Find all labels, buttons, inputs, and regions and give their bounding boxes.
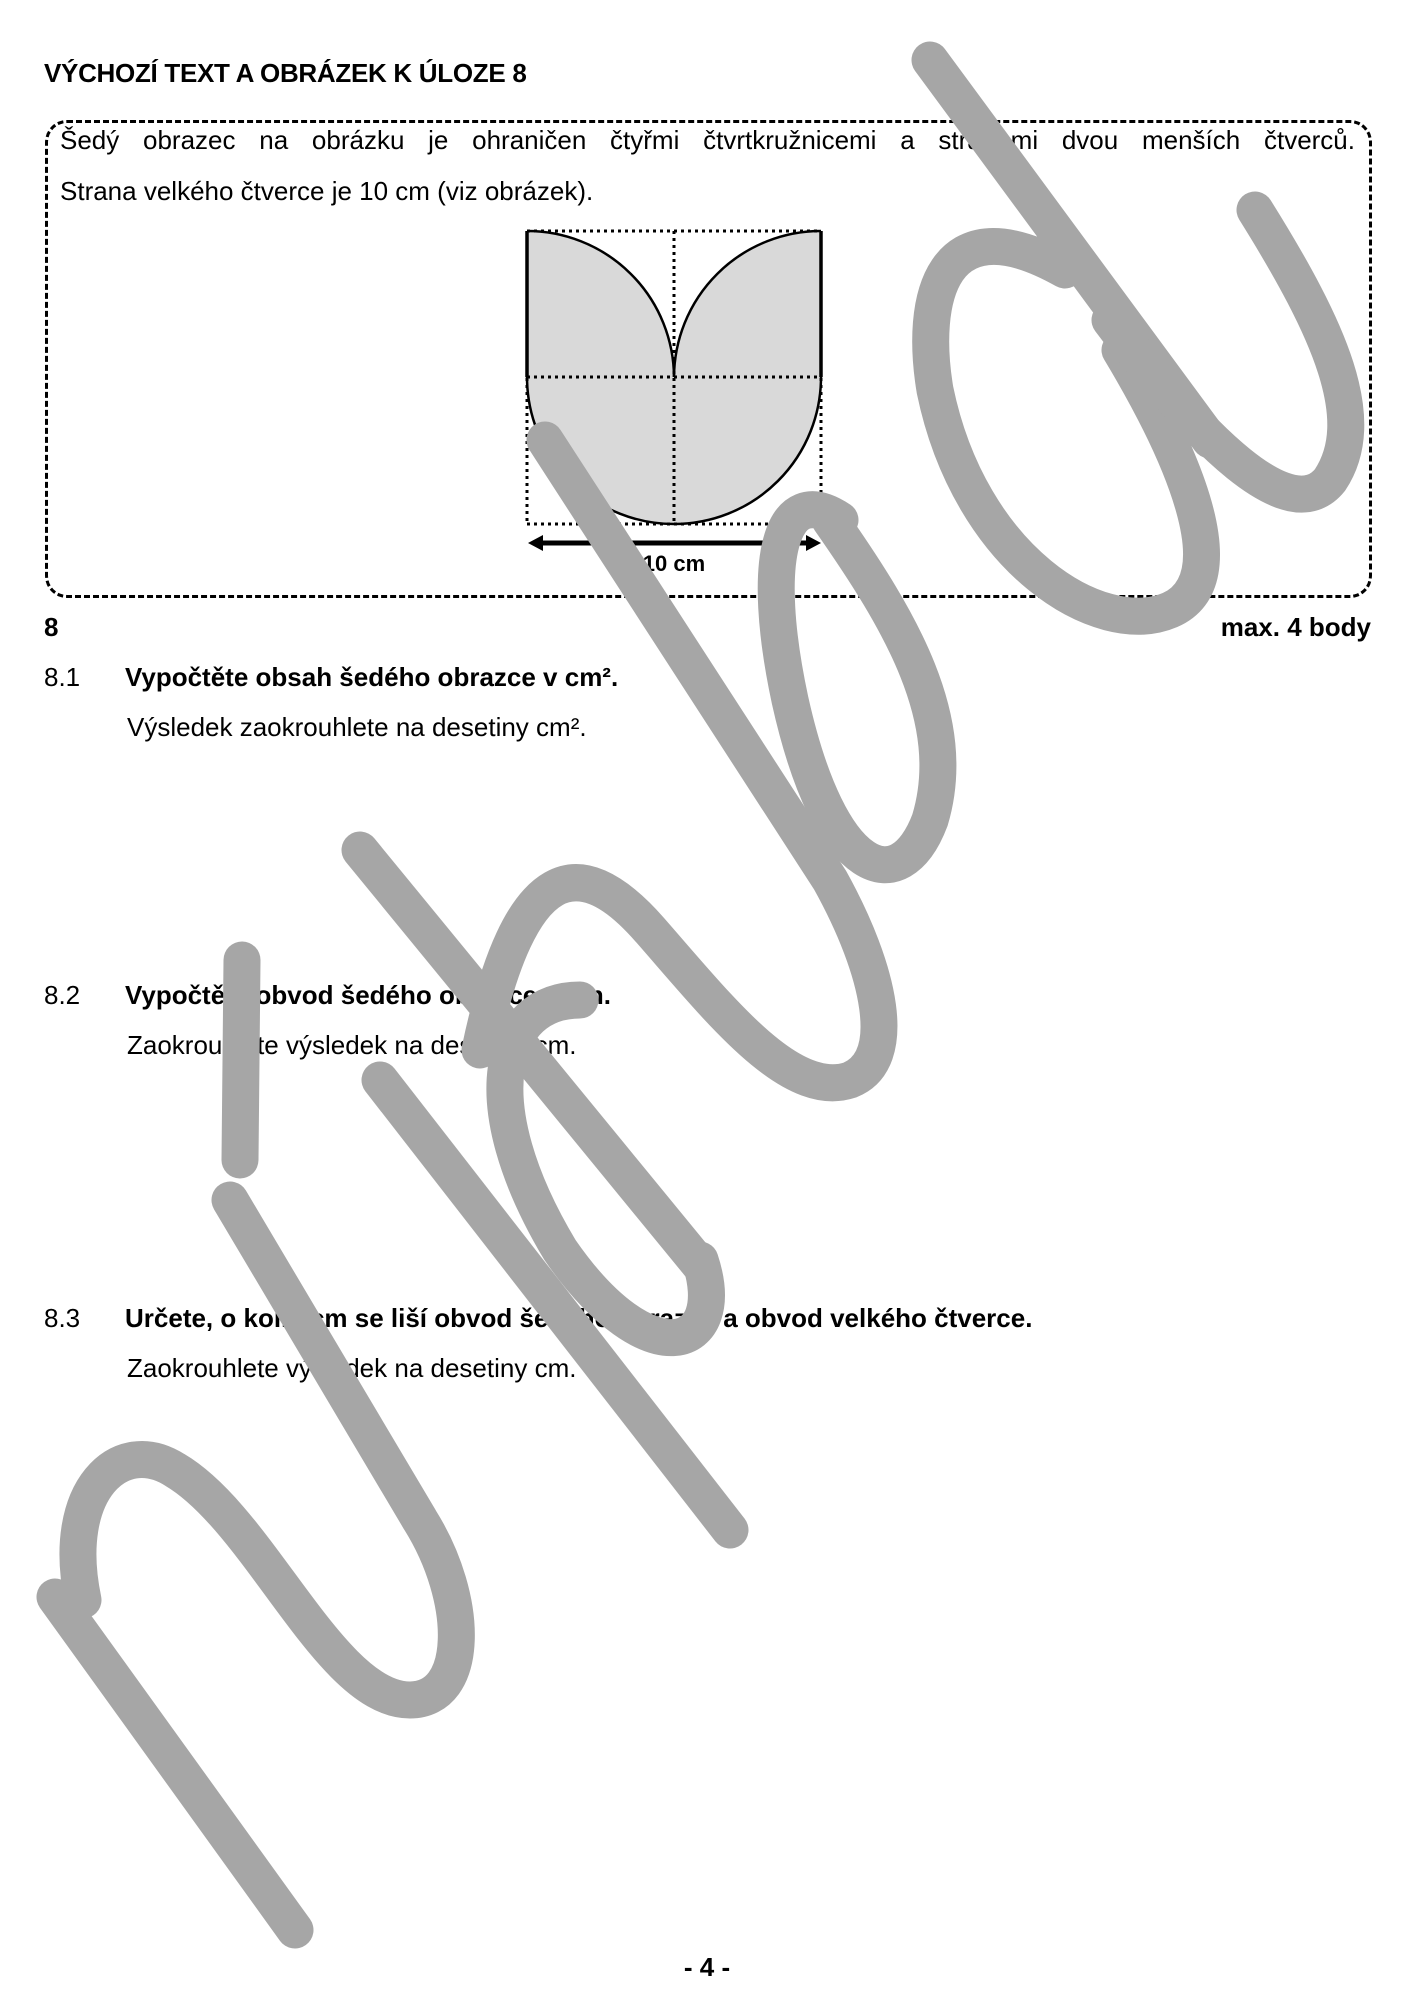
max-points: max. 4 body xyxy=(1220,612,1371,642)
subtask-hint: Zaokrouhlete výsledek na desetiny cm. xyxy=(127,1353,577,1383)
subtask-question: Vypočtěte obsah šedého obrazce v cm². xyxy=(125,662,619,692)
dimension-label: 10 cm xyxy=(642,551,706,576)
tulip-figure xyxy=(500,215,860,585)
task-number: 8 xyxy=(44,612,59,642)
page-number: - 4 - xyxy=(683,1952,731,1982)
intro-text-line-2: Strana velkého čtverce je 10 cm (viz obrázek). xyxy=(60,176,594,206)
subtask-hint: Výsledek zaokrouhlete na desetiny cm². xyxy=(127,712,587,742)
subtask-question: Vypočtěte obvod šedého obrazce v cm. xyxy=(125,980,611,1010)
subtask-number: 8.3 xyxy=(44,1303,81,1333)
section-heading: VÝCHOZÍ TEXT A OBRÁZEK K ÚLOZE 8 xyxy=(44,58,527,88)
dimension-arrow xyxy=(528,535,821,551)
subtask-hint: Zaokrouhlete výsledek na desetiny cm. xyxy=(127,1030,577,1060)
subtask-number: 8.2 xyxy=(44,980,81,1010)
subtask-number: 8.1 xyxy=(44,662,81,692)
subtask-question: Určete, o kolik cm se liší obvod šedého obrazce a obvod velkého čtverce. xyxy=(125,1303,1033,1333)
intro-text-line-1: Šedý obrazec na obrázku je ohraničen čtyřmi čtvrtkružnicemi a stranami dvou menších čtverců. xyxy=(60,125,1355,155)
